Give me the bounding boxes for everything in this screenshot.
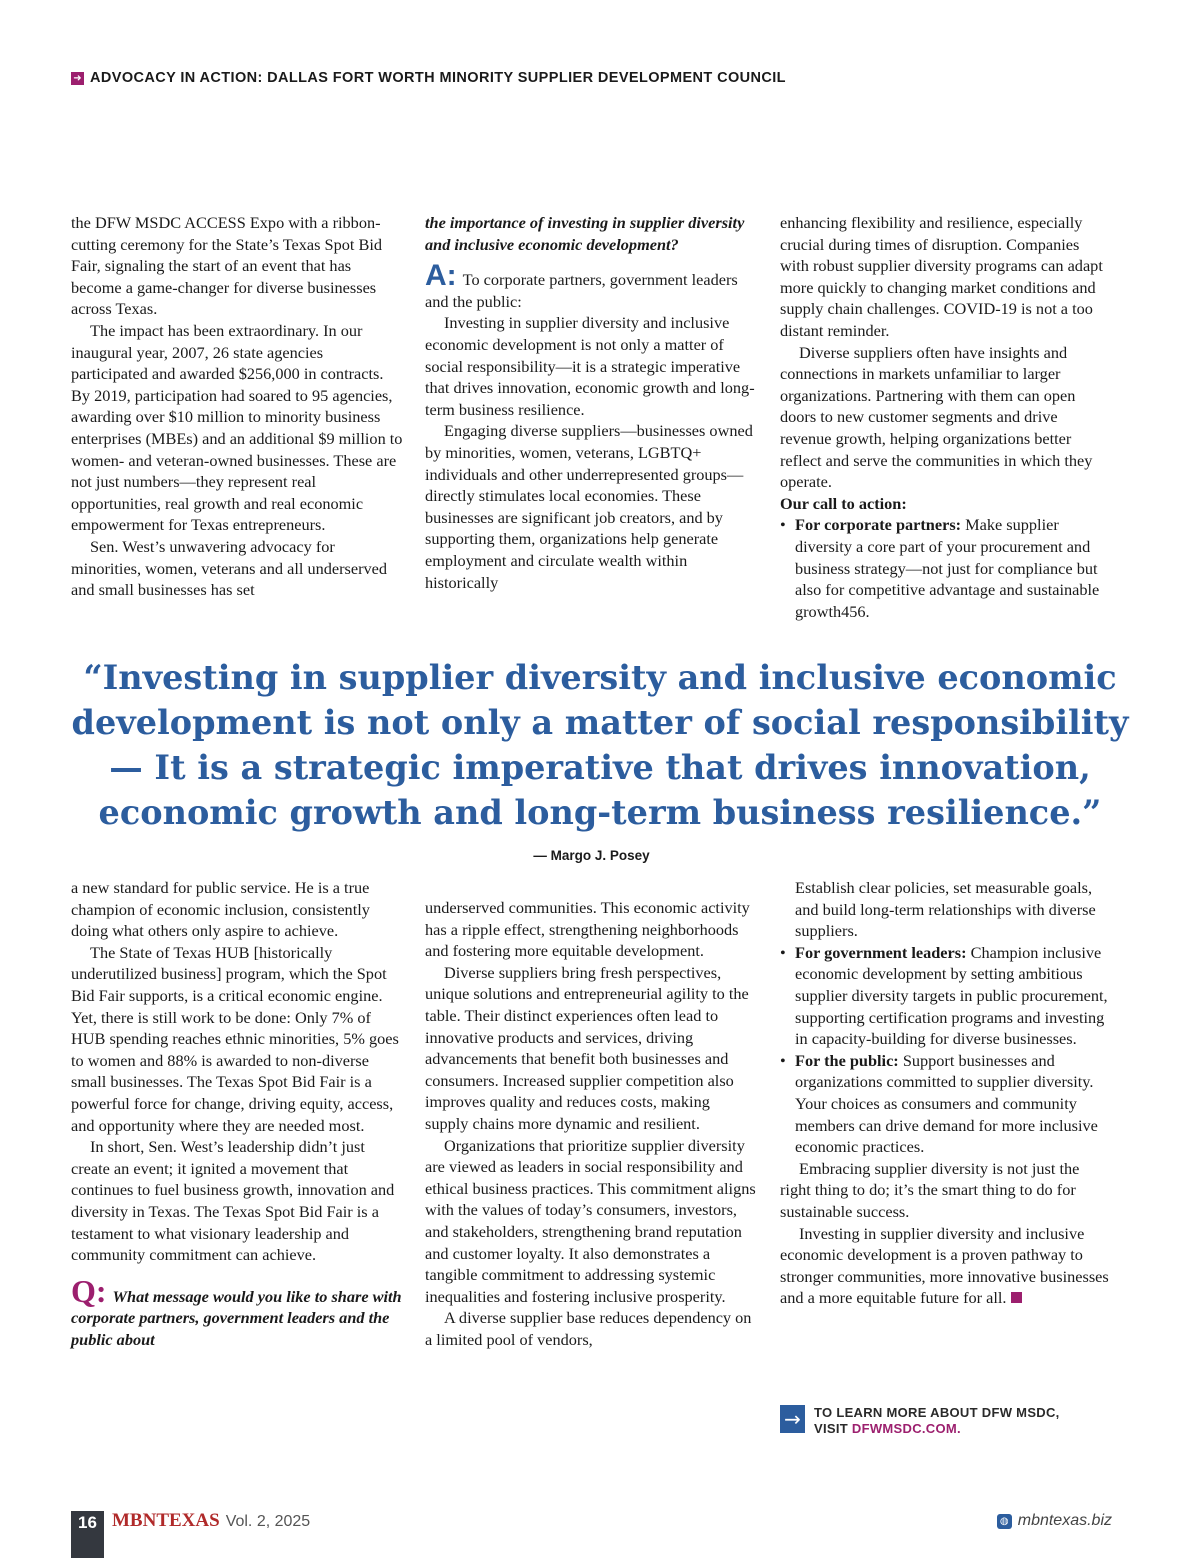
paragraph: Organizations that prioritize supplier diversity are viewed as leaders in social responsibility and ethical business practices. This commitment aligns with the values of today’s consumers, investors, and stakeholders, strengthening brand reputation and customer loyalty. It also demonstrates a tangible commitment to addressing systemic inequalities and fostering inclusive prosperity. <box>425 1135 756 1306</box>
bullet-continued: Establish clear policies, set measurable goals, and build long-term relationships with diverse suppliers. <box>795 878 1096 941</box>
page-number: 16 <box>78 1513 97 1532</box>
pull-quote-attribution: — Margo J. Posey <box>533 848 650 863</box>
arrow-right-icon: ➜ <box>71 72 84 85</box>
paragraph: Engaging diverse suppliers—businesses owned by minorities, women, veterans, LGBTQ+ individuals and other underrepresented groups—directly stimulates local economies. These businesses are significant job creators, and by supporting them, organizations help generate employment and circulate wealth within historically <box>425 421 753 592</box>
column-1 <box>71 212 403 601</box>
column-2 <box>425 212 757 593</box>
arrow-right-icon: → <box>780 1405 805 1433</box>
paragraph: the DFW MSDC ACCESS Expo with a ribbon-cutting ceremony for the State’s Texas Spot Bid Fair, signaling the start of an event that has become a game-changer for diverse businesses across Texas. <box>71 213 383 319</box>
paragraph: underserved communities. This economic activity has a ripple effect, strengthening neighborhoods and fostering more equitable development. <box>425 898 750 961</box>
brand-mbn: MBN <box>112 1510 157 1531</box>
globe-icon: ◍ <box>997 1514 1012 1529</box>
paragraph: enhancing flexibility and resilience, especially crucial during times of disruption. Companies with robust supplier diversity programs can adapt more quickly to changing market conditions and supply chain challenges. COVID-19 is not a too distant reminder. <box>780 213 1103 340</box>
question <box>71 1272 403 1351</box>
section-title: ADVOCACY IN ACTION: DALLAS FORT WORTH MINORITY SUPPLIER DEVELOPMENT COUNCIL <box>90 70 786 86</box>
paragraph: a new standard for public service. He is a true champion of economic inclusion, consistently doing what others only aspire to achieve. <box>71 878 370 941</box>
callout-text: TO LEARN MORE ABOUT DFW MSDC, VISIT DFWMSDC.COM. <box>814 1405 1060 1436</box>
paragraph: Investing in supplier diversity and inclusive economic development is not only a matter of social responsibility—it is a strategic imperative that drives innovation, economic growth and long-term business resilience. <box>425 313 755 419</box>
paragraph: A diverse supplier base reduces dependency on a limited pool of vendors, <box>425 1308 752 1349</box>
answer-intro-text: To corporate partners, government leaders and the public: <box>425 270 738 311</box>
paragraph: Diverse suppliers bring fresh perspectives, unique solutions and entrepreneurial agility to the table. Their distinct experiences often lead to innovative products and services, driving advancements that benefit both businesses and consumers. Increased supplier competition also improves quality and reduces costs, making supply chains more dynamic and resilient. <box>425 962 749 1133</box>
answer-letter: A: <box>425 259 457 293</box>
paragraph: The State of Texas HUB [historically underutilized business] program, which the Spot Bid Fair supports, is a critical economic engine. Yet, there is still work to be done: Only 7% of HUB spending reaches ethnic minorities, 5% goes to women and 88% is awarded to non-diverse small businesses. The Texas Spot Bid Fair is a powerful force for change, driving equity, access, and opportunity where they are needed most. <box>71 942 399 1135</box>
magazine-brand <box>112 1510 310 1532</box>
bullet-government-leaders: • For government leaders: Champion inclusive economic development by setting ambitious supplier diversity targets in public procurement, supporting certification programs and investing in capacity-building for diverse businesses. <box>780 942 1108 1049</box>
paragraph: Diverse suppliers often have insights and connections in markets unfamiliar to larger organizations. Partnering with them can open doors to new customer segments and drive revenue growth, helping organizations better reflect and serve the communities in which they operate. <box>780 342 1093 492</box>
column-3 <box>780 212 1112 622</box>
learn-more-callout <box>780 1405 1060 1436</box>
column-5 <box>425 897 757 1350</box>
call-to-action-heading: Our call to action: <box>780 493 907 513</box>
column-4 <box>71 877 403 1350</box>
section-header <box>71 70 786 86</box>
question-letter: Q: <box>71 1272 107 1309</box>
bullet-public: • For the public: Support businesses and organizations committed to supplier diversity. Your choices as consumers and community members can drive demand for more inclusive economic practices. <box>780 1050 1098 1157</box>
question-continued: the importance of investing in supplier diversity and inclusive economic development? <box>425 213 745 254</box>
footer-website[interactable] <box>997 1512 1112 1530</box>
end-mark-icon <box>1011 1292 1022 1303</box>
issue-volume: Vol. 2, 2025 <box>225 1513 311 1530</box>
paragraph: Sen. West’s unwavering advocacy for minorities, women, veterans and all underserved and small businesses has set <box>71 536 388 600</box>
bullet-corporate-partners: • For corporate partners: Make supplier diversity a core part of your procurement and business strategy—not just for compliance but also for competitive advantage and sustainable growth456. <box>780 515 1100 621</box>
dfwmsdc-link[interactable]: DFWMSDC.COM. <box>851 1420 961 1436</box>
answer-intro <box>425 259 757 312</box>
column-6 <box>780 877 1112 1309</box>
paragraph: Embracing supplier diversity is not just the right thing to do; it’s the smart thing to do for sustainable success. <box>780 1158 1080 1221</box>
paragraph: The impact has been extraordinary. In our inaugural year, 2007, 26 state agencies participated and awarded $256,000 in contracts. By 2019, participation had soared to 95 agencies, awarding over $10 million to minority business enterprises (MBEs) and an additional $9 million to women- and veteran-owned businesses. These are not just numbers—they represent real opportunities, real growth and real economic empowerment for Texas entrepreneurs. <box>71 320 403 535</box>
closing-paragraph: Investing in supplier diversity and inclusive economic development is a proven pathway to stronger communities, more innovative businesses and a more equitable future for all. <box>780 1223 1109 1308</box>
question-text: What message would you like to share with corporate partners, government leaders and the public about <box>71 1286 402 1349</box>
pull-quote: “Investing in supplier diversity and inclusive economic development is not only a matter of social responsibility — It is a strategic imperative that drives innovation, economic growth and long-term business resilience.” <box>71 658 1129 832</box>
website-url[interactable]: mbntexas.biz <box>1017 1512 1112 1529</box>
paragraph: In short, Sen. West’s leadership didn’t just create an event; it ignited a movement that continues to fuel business growth, innovation and diversity in Texas. The Texas Spot Bid Fair is a testament to what visionary leadership and community commitment can achieve. <box>71 1137 395 1265</box>
brand-texas: TEXAS <box>156 1510 220 1531</box>
